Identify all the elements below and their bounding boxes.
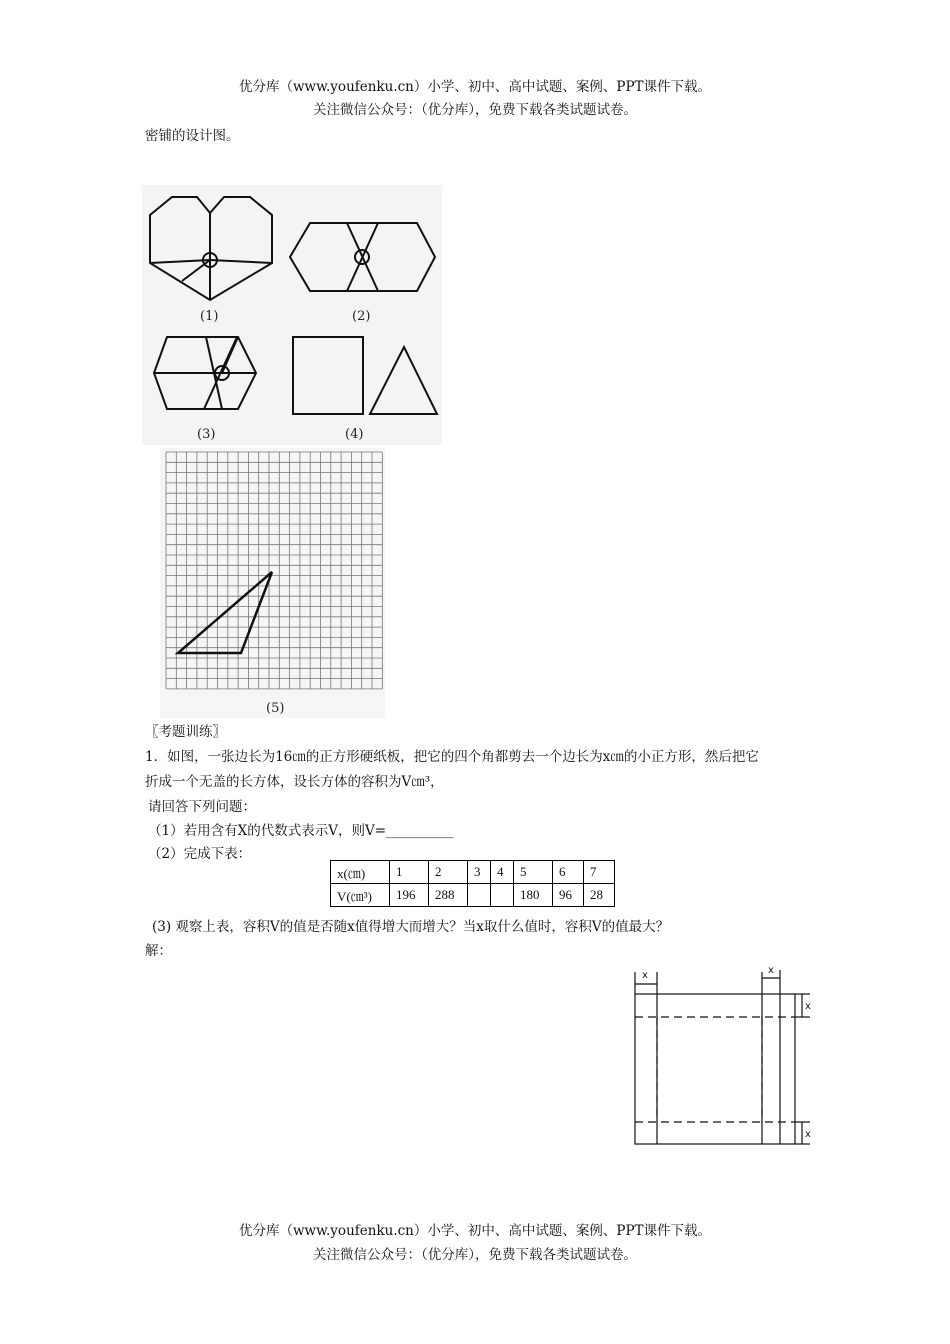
q1-ask: 请回答下列问题：: [148, 799, 256, 815]
table-cell: 196: [390, 884, 429, 907]
x-label-right-top: x: [805, 1001, 811, 1012]
volume-table: [330, 860, 615, 907]
table-cell: 96: [553, 884, 584, 907]
figure-1-label: (1): [200, 309, 219, 324]
table-cell: 7: [584, 861, 615, 884]
table-cell: 1: [390, 861, 429, 884]
table-cell: [468, 884, 491, 907]
table-cell: 2: [429, 861, 468, 884]
q1-stem-1: 1．如图，一张边长为16㎝的正方形硬纸板，把它的四个角都剪去一个边长为x㎝的小正方形，然后把它: [145, 749, 759, 765]
figure-2-label: (2): [352, 309, 371, 324]
table-cell: 3: [468, 861, 491, 884]
table-cell: 180: [514, 884, 553, 907]
footer-line-1: 优分库（www.youfenku.cn）小学、初中、高中试题、案例、PPT课件下载。: [238, 1223, 712, 1239]
grid-figure: [160, 448, 385, 718]
q1-part-1: （1）若用含有X的代数式表示V，则V=__________: [148, 823, 454, 839]
q1-part-2: （2）完成下表：: [148, 846, 252, 862]
table-cell: 4: [491, 861, 514, 884]
figure-5-label: (5): [266, 701, 285, 716]
table-cell: 6: [553, 861, 584, 884]
x-label-top-left: x: [642, 970, 648, 981]
header-line-2: 关注微信公众号：（优分库），免费下载各类试题试卷。: [313, 102, 637, 118]
section-title: 〖考题训练〗: [145, 724, 226, 740]
header-line-1: 优分库（www.youfenku.cn）小学、初中、高中试题、案例、PPT课件下载。: [238, 79, 712, 95]
table-cell: [491, 884, 514, 907]
table-cell: 28: [584, 884, 615, 907]
table-cell: V(㎝³): [331, 884, 390, 907]
cardboard-diagram: [630, 962, 815, 1152]
table-cell: 288: [429, 884, 468, 907]
x-label-right-bottom: x: [805, 1129, 811, 1140]
q1-stem-2: 折成一个无盖的长方体，设长方体的容积为V㎝³，: [145, 774, 444, 790]
table-row: [331, 861, 615, 884]
figure-4-label: (4): [345, 427, 364, 442]
table-row: [331, 884, 615, 907]
tessellation-figures: [142, 185, 442, 445]
figure-3-label: (3): [197, 427, 216, 442]
q1-part-3: (3) 观察上表，容积V的值是否随x值得增大而增大？当x取什么值时，容积V的值最大？: [152, 919, 670, 935]
answer-label: 解：: [145, 943, 172, 959]
footer-line-2: 关注微信公众号：（优分库），免费下载各类试题试卷。: [313, 1247, 637, 1263]
x-label-top-right: x: [768, 965, 774, 976]
table-cell: x(㎝): [331, 861, 390, 884]
intro-text: 密铺的设计图。: [145, 128, 240, 144]
table-cell: 5: [514, 861, 553, 884]
